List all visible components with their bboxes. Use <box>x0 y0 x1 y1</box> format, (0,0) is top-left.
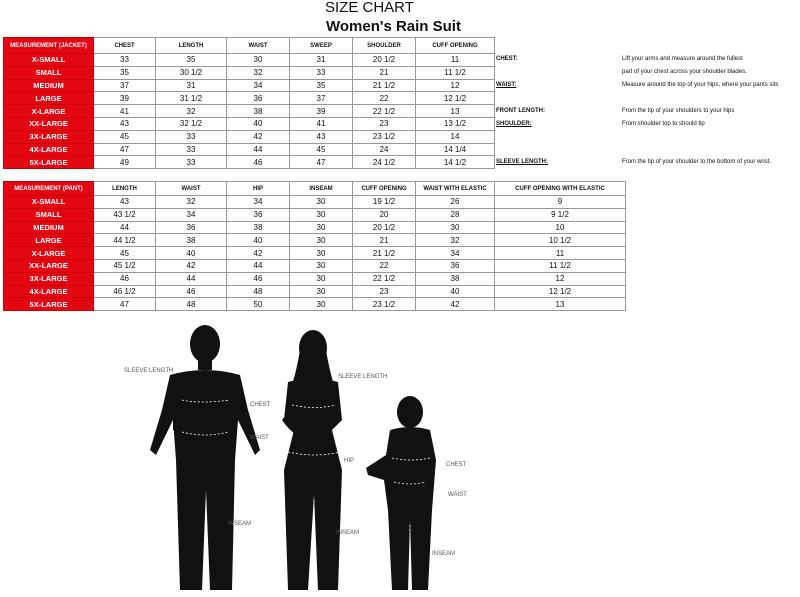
table-cell: 42 <box>416 298 495 311</box>
woman-sleeve-label: SLEEVE LENGTH <box>338 374 388 380</box>
table-cell: 23 <box>353 285 416 298</box>
table-cell: 42 <box>227 130 290 143</box>
table-cell: 33 <box>156 156 227 169</box>
pant-column-header: WAIST WITH ELASTIC <box>416 182 495 196</box>
table-cell: 44 <box>156 272 227 285</box>
table-cell: 34 <box>416 247 495 260</box>
woman-inseam-label: INSEAM <box>336 530 360 536</box>
table-cell: 11 1/2 <box>495 259 626 272</box>
table-row <box>4 234 626 247</box>
pant-column-header: WAIST <box>156 182 227 196</box>
table-cell: 13 1/2 <box>416 117 495 130</box>
table-cell: 23 <box>353 117 416 130</box>
table-cell: 49 <box>94 156 156 169</box>
table-cell: 43 <box>94 117 156 130</box>
jacket-size-table <box>3 37 495 169</box>
table-cell: 24 1/2 <box>353 156 416 169</box>
pant-column-header: HIP <box>227 182 290 196</box>
table-cell: 48 <box>227 285 290 298</box>
pant-column-header: LENGTH <box>94 182 156 196</box>
size-label: 4X-LARGE <box>4 143 94 156</box>
man-waist-label: WAIST <box>250 435 269 441</box>
table-row <box>4 272 626 285</box>
jacket-column-header: MEASUREMENT (JACKET) <box>4 38 94 54</box>
child-waist-label: WAIST <box>448 492 467 498</box>
note-waist-label: WAIST: <box>496 82 517 88</box>
table-row <box>4 130 495 143</box>
size-label: LARGE <box>4 234 94 247</box>
table-cell: 31 1/2 <box>156 92 227 105</box>
table-cell: 14 1/2 <box>416 156 495 169</box>
table-cell: 37 <box>290 92 353 105</box>
note-sleeve-label: SLEEVE LENGTH: <box>496 159 549 165</box>
man-sleeve-label: SLEEVE LENGTH <box>124 368 174 374</box>
table-cell: 21 1/2 <box>353 79 416 92</box>
table-cell: 39 <box>94 92 156 105</box>
table-cell: 38 <box>156 234 227 247</box>
table-cell: 22 1/2 <box>353 105 416 118</box>
table-cell: 46 <box>227 272 290 285</box>
pant-size-table <box>3 181 626 311</box>
table-cell: 46 1/2 <box>94 285 156 298</box>
table-row <box>4 208 626 221</box>
table-row <box>4 66 495 79</box>
size-label: 4X-LARGE <box>4 285 94 298</box>
table-row <box>4 79 495 92</box>
size-label: SMALL <box>4 208 94 221</box>
table-cell: 30 <box>227 54 290 67</box>
table-cell: 12 <box>495 272 626 285</box>
note-shoulder-label: SHOULDER: <box>496 121 532 127</box>
size-label: 3X-LARGE <box>4 272 94 285</box>
table-cell: 33 <box>156 130 227 143</box>
size-label: X-LARGE <box>4 247 94 260</box>
size-label: 5X-LARGE <box>4 156 94 169</box>
table-cell: 24 <box>353 143 416 156</box>
table-cell: 36 <box>156 221 227 234</box>
pant-column-header: INSEAM <box>290 182 353 196</box>
table-cell: 46 <box>227 156 290 169</box>
size-label: 3X-LARGE <box>4 130 94 143</box>
table-row <box>4 247 626 260</box>
table-cell: 34 <box>156 208 227 221</box>
table-cell: 36 <box>227 208 290 221</box>
table-cell: 32 <box>416 234 495 247</box>
table-cell: 10 1/2 <box>495 234 626 247</box>
table-cell: 23 1/2 <box>353 130 416 143</box>
table-cell: 13 <box>416 105 495 118</box>
table-cell: 44 <box>227 259 290 272</box>
table-cell: 38 <box>227 105 290 118</box>
table-cell: 31 <box>156 79 227 92</box>
man-silhouette <box>150 325 260 590</box>
table-cell: 33 <box>94 54 156 67</box>
size-label: X-SMALL <box>4 196 94 209</box>
table-cell: 35 <box>290 79 353 92</box>
table-row <box>4 221 626 234</box>
table-cell: 11 <box>495 247 626 260</box>
size-label: LARGE <box>4 92 94 105</box>
table-row <box>4 54 495 67</box>
table-row <box>4 285 626 298</box>
table-cell: 28 <box>416 208 495 221</box>
table-cell: 20 1/2 <box>353 221 416 234</box>
size-label: XX-LARGE <box>4 259 94 272</box>
table-cell: 12 <box>416 79 495 92</box>
table-cell: 30 <box>290 208 353 221</box>
table-row <box>4 259 626 272</box>
table-cell: 43 1/2 <box>94 208 156 221</box>
table-cell: 37 <box>94 79 156 92</box>
jacket-column-header: SWEEP <box>290 38 353 54</box>
table-cell: 30 <box>290 285 353 298</box>
table-cell: 30 <box>290 259 353 272</box>
child-silhouette <box>366 396 436 590</box>
table-cell: 35 <box>156 54 227 67</box>
table-cell: 31 <box>290 54 353 67</box>
table-cell: 50 <box>227 298 290 311</box>
table-cell: 21 1/2 <box>353 247 416 260</box>
pant-column-header: MEASUREMENT (PANT) <box>4 182 94 196</box>
table-row <box>4 298 626 311</box>
note-chest-text-2: part of your chest across your shoulder blades. <box>622 69 747 75</box>
table-cell: 43 <box>290 130 353 143</box>
table-cell: 32 1/2 <box>156 117 227 130</box>
table-cell: 19 1/2 <box>353 196 416 209</box>
table-cell: 41 <box>290 117 353 130</box>
table-row <box>4 92 495 105</box>
table-cell: 44 <box>94 221 156 234</box>
table-cell: 32 <box>227 66 290 79</box>
table-cell: 39 <box>290 105 353 118</box>
jacket-column-header: CHEST <box>94 38 156 54</box>
table-cell: 14 1/4 <box>416 143 495 156</box>
table-cell: 44 1/2 <box>94 234 156 247</box>
table-cell: 42 <box>156 259 227 272</box>
size-label: SMALL <box>4 66 94 79</box>
table-cell: 45 <box>290 143 353 156</box>
table-cell: 22 <box>353 259 416 272</box>
pant-column-header: CUFF OPENING WITH ELASTIC <box>495 182 626 196</box>
table-cell: 9 <box>495 196 626 209</box>
table-cell: 44 <box>227 143 290 156</box>
table-cell: 35 <box>94 66 156 79</box>
size-label: MEDIUM <box>4 79 94 92</box>
table-cell: 9 1/2 <box>495 208 626 221</box>
table-cell: 30 <box>290 196 353 209</box>
table-cell: 30 <box>290 234 353 247</box>
table-cell: 13 <box>495 298 626 311</box>
table-cell: 42 <box>227 247 290 260</box>
child-inseam-label: INSEAM <box>432 551 456 557</box>
size-label: MEDIUM <box>4 221 94 234</box>
table-cell: 38 <box>416 272 495 285</box>
jacket-column-header: SHOULDER <box>353 38 416 54</box>
table-cell: 30 <box>290 272 353 285</box>
table-cell: 30 <box>290 221 353 234</box>
woman-hip-label: HIP <box>344 458 355 464</box>
table-cell: 23 1/2 <box>353 298 416 311</box>
table-cell: 36 <box>416 259 495 272</box>
chart-subtitle: Women's Rain Suit <box>326 18 461 35</box>
table-cell: 45 <box>94 247 156 260</box>
table-cell: 40 <box>156 247 227 260</box>
table-cell: 45 1/2 <box>94 259 156 272</box>
table-cell: 12 1/2 <box>416 92 495 105</box>
size-label: XX-LARGE <box>4 117 94 130</box>
pant-column-header: CUFF OPENING <box>353 182 416 196</box>
chart-title: SIZE CHART <box>325 0 414 16</box>
table-cell: 30 <box>416 221 495 234</box>
table-cell: 30 1/2 <box>156 66 227 79</box>
table-row <box>4 196 626 209</box>
child-chest-label: CHEST <box>446 462 467 468</box>
table-cell: 21 <box>353 66 416 79</box>
table-cell: 34 <box>227 196 290 209</box>
table-cell: 40 <box>227 117 290 130</box>
table-cell: 38 <box>227 221 290 234</box>
table-cell: 11 <box>416 54 495 67</box>
table-cell: 45 <box>94 130 156 143</box>
jacket-column-header: WAIST <box>227 38 290 54</box>
table-cell: 46 <box>156 285 227 298</box>
table-cell: 40 <box>227 234 290 247</box>
table-cell: 22 <box>353 92 416 105</box>
table-cell: 26 <box>416 196 495 209</box>
note-sleeve-text: From the tip of your shoulder to the bottom of your wrist. <box>622 159 772 165</box>
table-cell: 40 <box>416 285 495 298</box>
table-cell: 22 1/2 <box>353 272 416 285</box>
table-cell: 47 <box>94 143 156 156</box>
table-cell: 20 <box>353 208 416 221</box>
table-cell: 20 1/2 <box>353 54 416 67</box>
note-waist-text: Measure around the top of your hips, where your pants sits <box>622 82 779 88</box>
table-cell: 47 <box>94 298 156 311</box>
jacket-column-header: CUFF OPENING <box>416 38 495 54</box>
size-label: 5X-LARGE <box>4 298 94 311</box>
table-cell: 41 <box>94 105 156 118</box>
table-cell: 46 <box>94 272 156 285</box>
table-cell: 12 1/2 <box>495 285 626 298</box>
table-cell: 33 <box>290 66 353 79</box>
table-row <box>4 105 495 118</box>
table-cell: 43 <box>94 196 156 209</box>
table-row <box>4 143 495 156</box>
size-label: X-LARGE <box>4 105 94 118</box>
note-chest-text: Lift your arms and measure around the fullest <box>622 56 743 62</box>
man-inseam-label: INSEAM <box>228 521 252 527</box>
table-cell: 32 <box>156 196 227 209</box>
note-front-length-label: FRONT LENGTH: <box>496 108 545 114</box>
note-shoulder-text: From shoulder top to should tip <box>622 121 705 127</box>
table-cell: 14 <box>416 130 495 143</box>
table-cell: 32 <box>156 105 227 118</box>
note-front-length-text: From the tip of your shoulders to your hips <box>622 108 735 114</box>
table-cell: 47 <box>290 156 353 169</box>
table-cell: 30 <box>290 247 353 260</box>
man-chest-label: CHEST <box>250 402 271 408</box>
note-chest-label: CHEST: <box>496 56 518 62</box>
woman-silhouette <box>282 330 342 590</box>
table-cell: 10 <box>495 221 626 234</box>
table-cell: 36 <box>227 92 290 105</box>
body-measurement-figures <box>110 320 490 597</box>
table-cell: 11 1/2 <box>416 66 495 79</box>
table-cell: 21 <box>353 234 416 247</box>
size-label: X-SMALL <box>4 54 94 67</box>
table-cell: 48 <box>156 298 227 311</box>
jacket-column-header: LENGTH <box>156 38 227 54</box>
table-cell: 33 <box>156 143 227 156</box>
table-cell: 30 <box>290 298 353 311</box>
table-cell: 34 <box>227 79 290 92</box>
table-row <box>4 117 495 130</box>
table-row <box>4 156 495 169</box>
